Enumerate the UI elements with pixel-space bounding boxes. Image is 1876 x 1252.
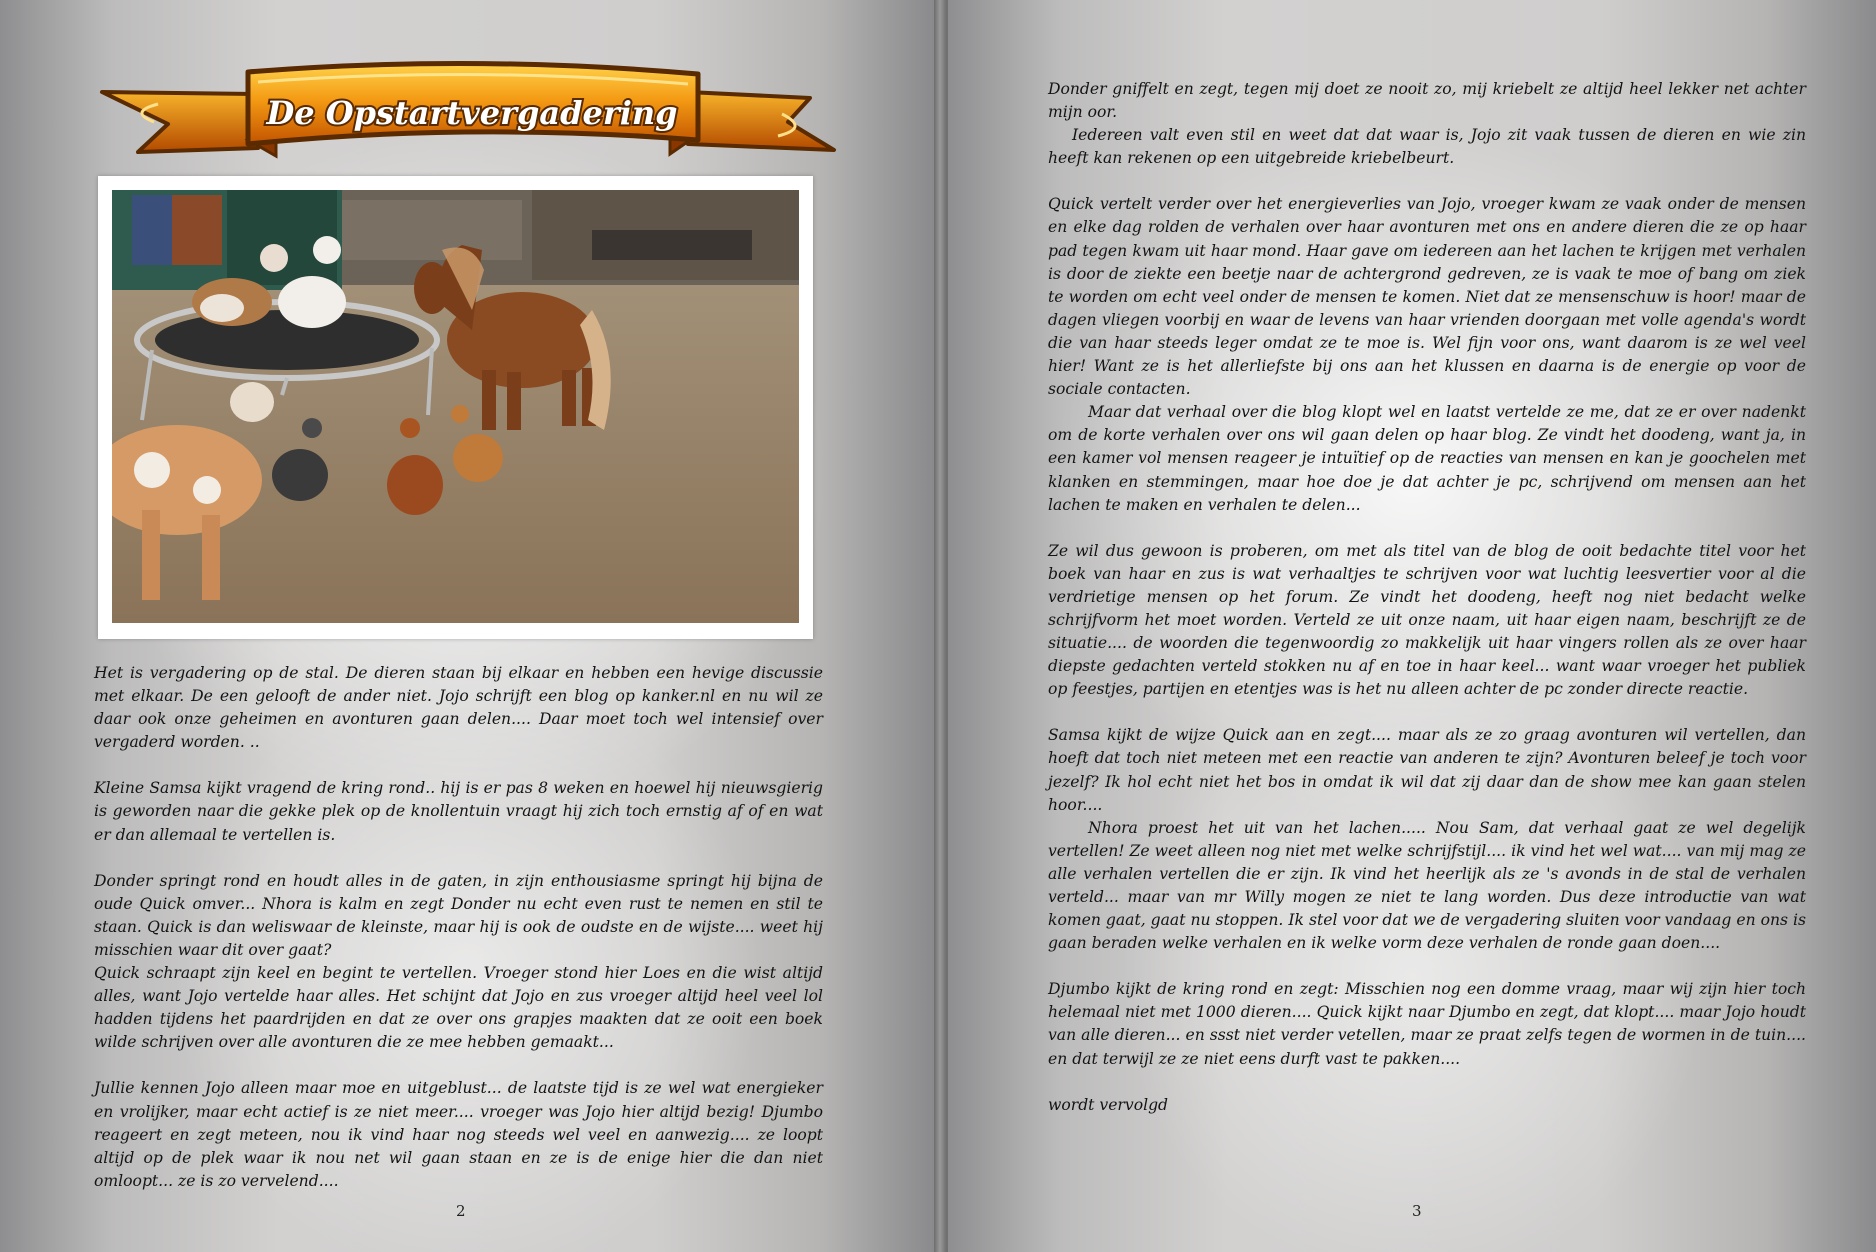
photo-frame: [98, 176, 813, 639]
paragraph: Nhora proest het uit van het lachen..... Nou Sam, dat verhaal gaat ze wel degelijk vertellen! Ze weet alleen nog niet met welke schrijfstijl.... ik vind het wel wat.... van mij mag ze alle verhalen vertellen die er zijn. Ik vind het heerlijk als ze 's avonds in de stal de verhalen verteld... maar van mr Willy mogen ze niet te lang worden. Dus deze introductie van wat komen gaat, gaat nu stoppen. Ik stel voor dat we de vergadering sluiten voor vandaag en ons is gaan beraden welke verhalen en ik welke vorm deze verhalen de ronde gaan doen....: [1048, 818, 1806, 953]
paragraph: Iedereen valt even stil en weet dat dat waar is, Jojo zit vaak tussen de dieren en wie zin heeft kan rekenen op een uitgebreide kriebelbeurt.: [1048, 126, 1806, 168]
left-page: [0, 0, 935, 1252]
paragraph: Ze wil dus gewoon is proberen, om met als titel van de blog de ooit bedachte titel voor het boek van haar en zus is wat verhaaltjes te schrijven voor wat luchtig leesvertier voor al die verdrietige mensen op het forum. Ze vindt het doodeng, heeft nog niet bedacht welke schrijfvorm het moet worden. Verteld ze uit onze naam, uit haar eigen naam, beschrijft ze de situatie.... de woorden die tegenwoordig zo makkelijk uit haar vingers rollen als ze over haar diepste gedachten verteld stokken nu af en toe in haar keel... want waar vroeger het publiek op feestjes, partijen en etentjes was is het nu alleen achter de pc zonder directe reactie.: [1048, 541, 1806, 699]
paragraph: Het is vergadering op de stal. De dieren staan bij elkaar en hebben een hevige discussie met elkaar. De een gelooft de ander niet. Jojo schrijft een blog op kanker.nl en nu wil ze daar ook onze geheimen en avonturen gaan delen.... Daar moet toch wel intensief over vergaderd worden. ..: [94, 664, 823, 752]
right-page-text: [1048, 78, 1806, 1117]
title-banner: [98, 52, 838, 170]
paragraph: Quick schraapt zijn keel en begint te vertellen. Vroeger stond hier Loes en die wist altijd alles, want Jojo vertelde haar alles. Het schijnt dat Jojo en zus vroeger altijd heel veel lol hadden tijdens het paardrijden en dat ze over ons grapjes maakten dat ze ooit een boek wilde schrijven over alle avonturen die ze mee hebben gemaakt...: [94, 964, 823, 1052]
paragraph: Donder springt rond en houdt alles in de gaten, in zijn enthousiasme springt hij bijna de oude Quick omver... Nhora is kalm en zegt Donder nu echt even rust te nemen en stil te staan. Quick is dan weliswaar de kleinste, maar hij is ook de oudste en de wijste.... weet hij misschien waar dit over gaat?: [94, 871, 823, 959]
paragraph: Samsa kijkt de wijze Quick aan en zegt.... maar als ze zo graag avonturen wil vertellen, dan hoeft dat toch niet meteen met een reactie van anderen te zijn? Avonturen beleef je toch voor jezelf? Ik hol echt niet het bos in omdat ik wil dat zij daar dan de show mee kan gaan stelen hoor....: [1048, 726, 1806, 814]
farm-photo: [112, 190, 799, 623]
right-page: [946, 0, 1876, 1252]
paragraph: Djumbo kijkt de kring rond en zegt: Misschien nog een domme vraag, maar wij zijn hier toch helemaal niet met 1000 dieren.... Quick kijkt naar Djumbo en zegt, dat klopt.... maar Jojo houdt van alle dieren... en ssst niet verder vetellen, maar ze praat zelfs tegen de wormen in de tuin.... en dat terwijl ze ze niet eens durft vast te pakken....: [1048, 980, 1806, 1068]
book-spine: [934, 0, 946, 1252]
paragraph: Jullie kennen Jojo alleen maar moe en uitgeblust... de laatste tijd is ze wel wat energieker en vrolijker, maar echt actief is ze niet meer.... vroeger was Jojo hier altijd bezig! Djumbo reageert en zegt meteen, nou ik vind haar nog steeds wel veel en aanwezig.... ze loopt altijd op de plek waar ik nou net wil gaan staan en ze is de enige hier die dan niet omloopt... ze is zo vervelend....: [94, 1079, 823, 1190]
page-number: 2: [456, 1202, 466, 1220]
page-title: De Opstartvergadering: [266, 94, 678, 132]
closing-line: wordt vervolgd: [1048, 1095, 1169, 1114]
paragraph: Donder gniffelt en zegt, tegen mij doet ze nooit zo, mij kriebelt ze altijd heel lekker net achter mijn oor.: [1048, 80, 1806, 122]
paragraph: Maar dat verhaal over die blog klopt wel en laatst vertelde ze me, dat ze er over nadenkt om de korte verhalen over ons wil gaan delen op haar blog. Ze vindt het doodeng, want ja, in een kamer vol mensen reageer je intuïtief op de reacties van mensen en kan je goochelen met klanken en stemmingen, maar hoe doe je dat achter je pc, schrijvend om mensen aan het lachen te maken en verhalen te delen...: [1048, 403, 1806, 514]
paragraph: Kleine Samsa kijkt vragend de kring rond.. hij is er pas 8 weken en hoewel hij nieuwsgierig is geworden naar die gekke plek op de knollentuin vraagt hij zich toch ernstig af of en wat er dan allemaal te vertellen is.: [94, 779, 823, 844]
paragraph: Quick vertelt verder over het energieverlies van Jojo, vroeger kwam ze vaak onder de mensen en elke dag rolden de verhalen over haar avonturen met ons en andere dieren die ze op haar pad tegen kwam uit haar mond. Haar gave om iedereen aan het lachen te krijgen met verhalen is door de ziekte een beetje naar de achtergrond gedreven, ze is vaak te moe of bang om ziek te worden om echt veel onder de mensen te komen. Niet dat ze mensenschuw is hoor! maar de dagen vliegen voorbij en waar de levens van haar vrienden doorgaan met volle agenda's wordt die van haar steeds leger omdat ze te moe is. Wel fijn voor ons, want daarom is ze wel veel hier! Want ze is het allerliefste bij ons aan het klussen en daarna is de energie op voor de sociale contacten.: [1048, 195, 1806, 399]
left-page-text: [94, 662, 823, 1193]
page-number: 3: [1412, 1202, 1422, 1220]
